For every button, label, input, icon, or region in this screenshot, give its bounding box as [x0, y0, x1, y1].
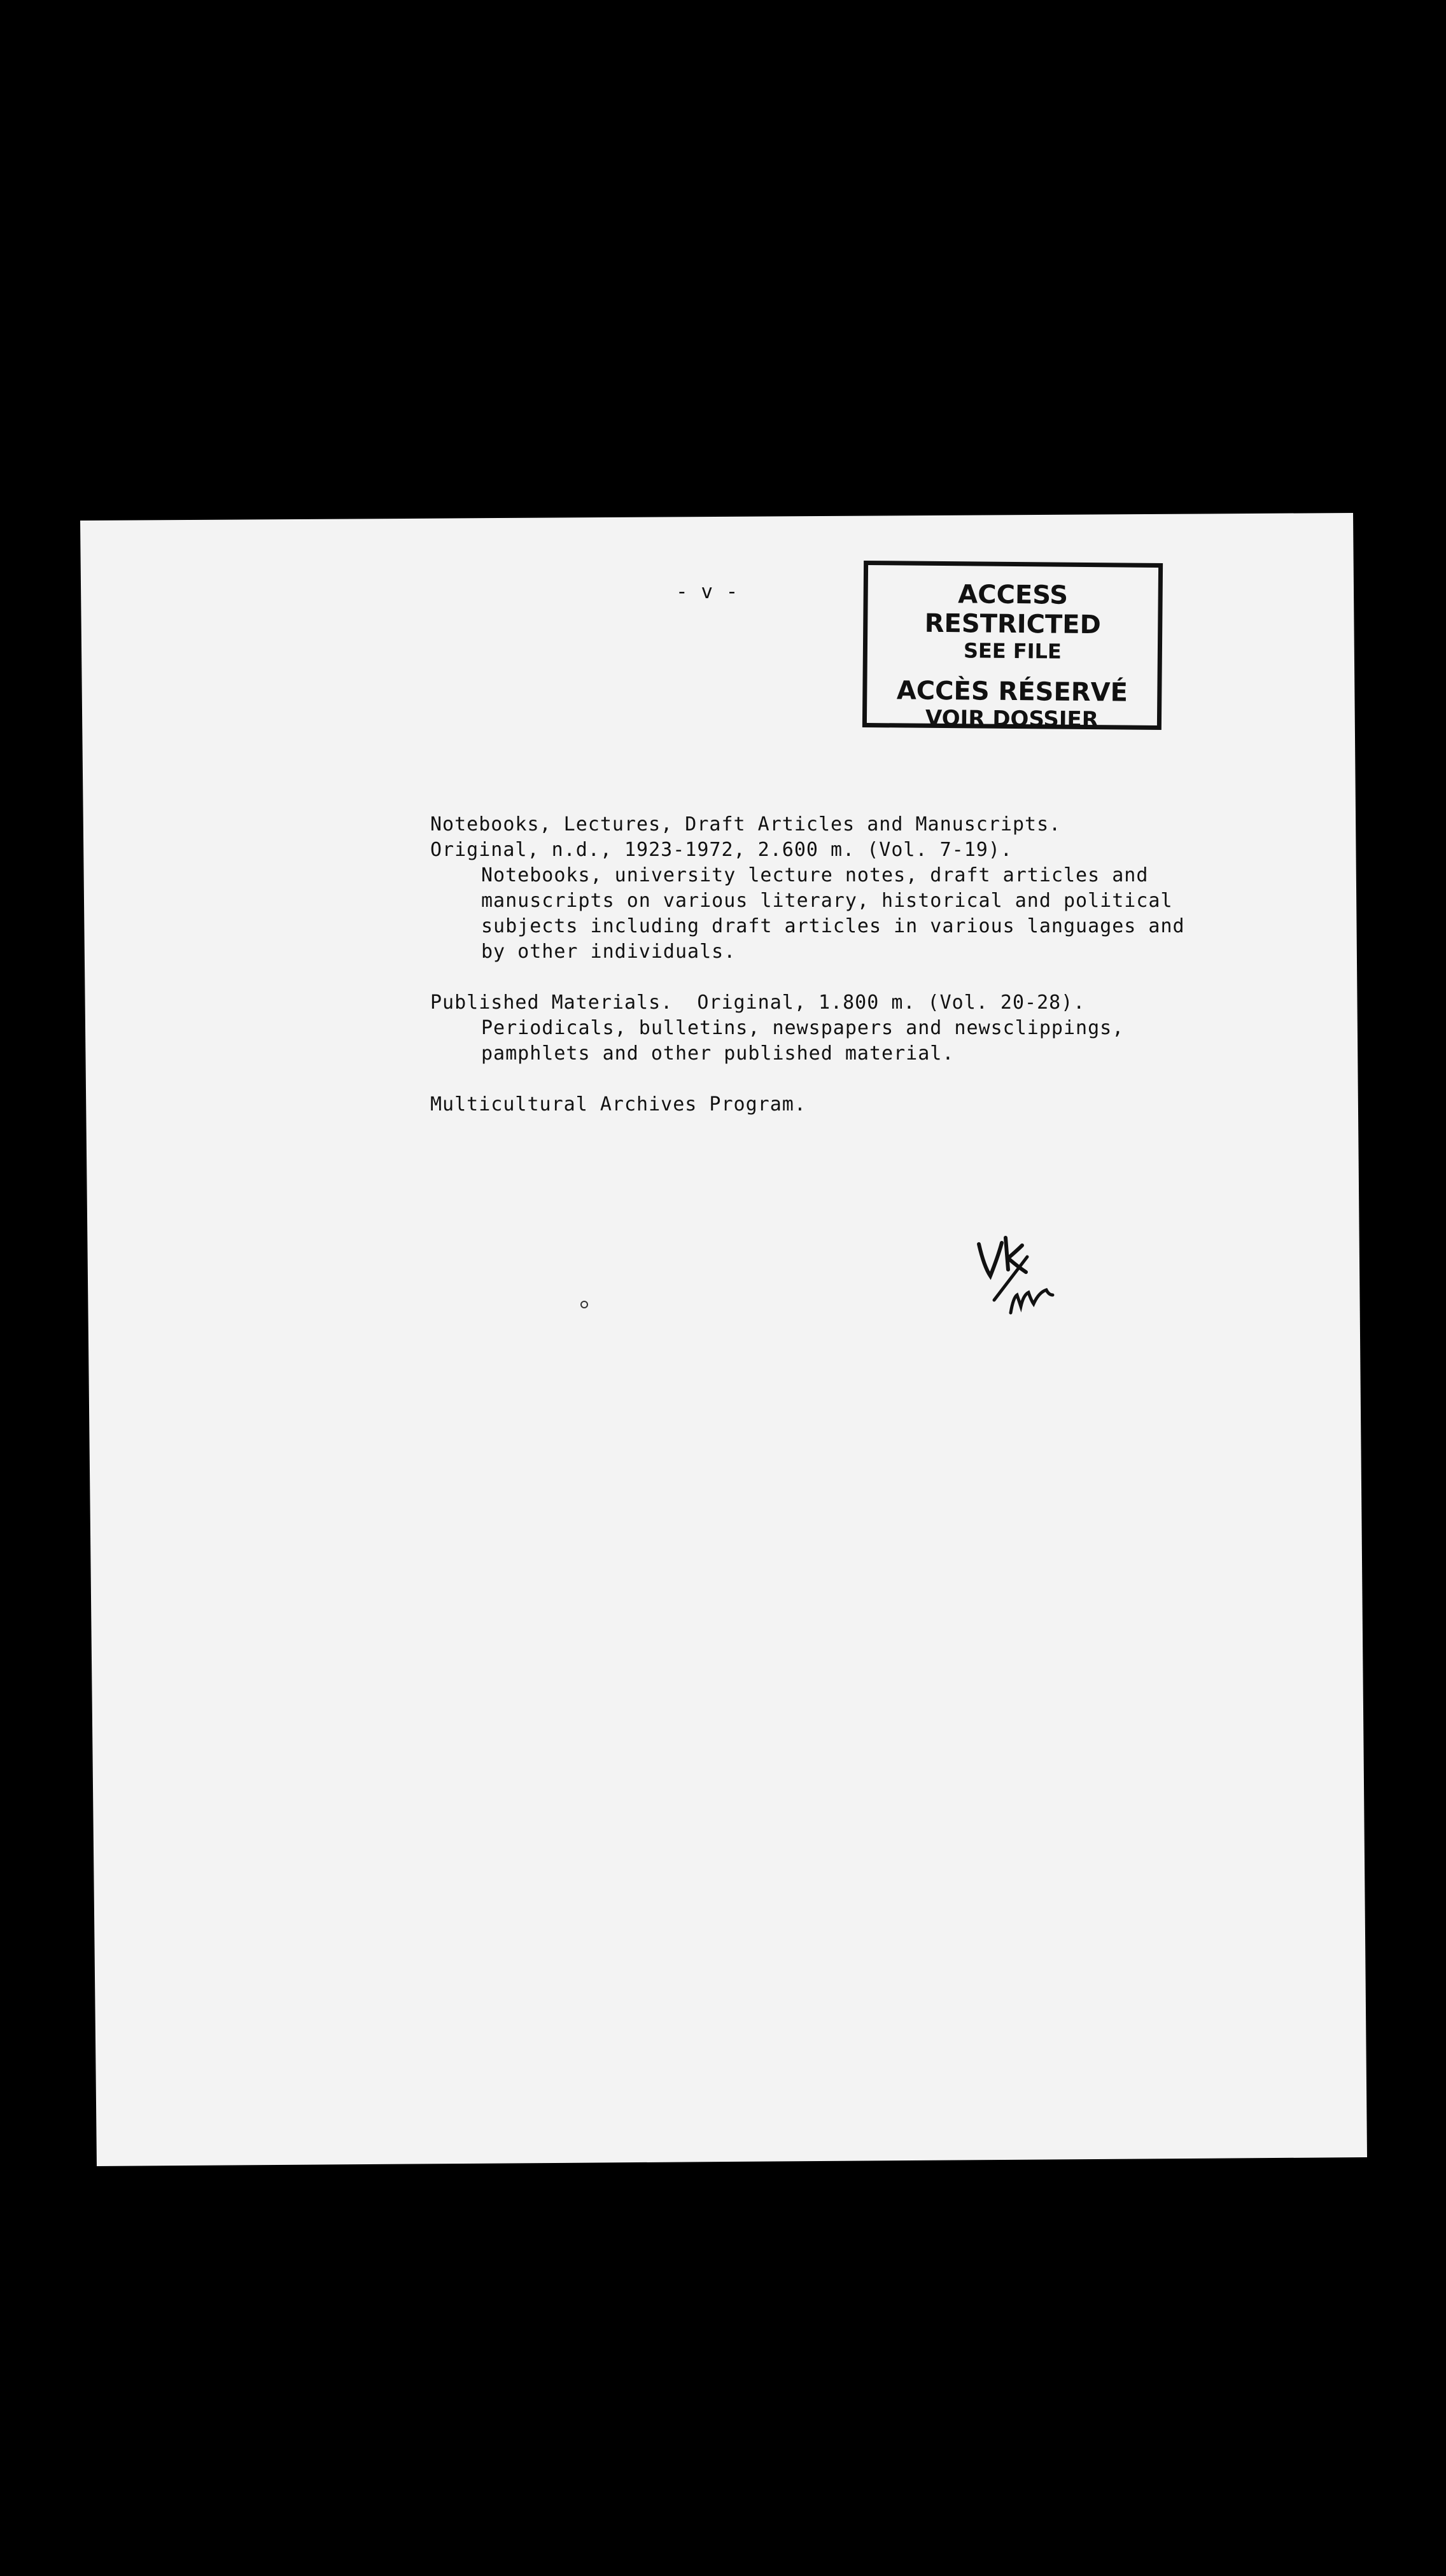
section-notebooks — [430, 812, 1258, 965]
document-body — [430, 812, 1258, 1117]
page-number: - v - — [676, 580, 739, 603]
paper-speck — [580, 1301, 588, 1308]
stamp-line-3: ACCÈS RÉSERVÉ — [896, 676, 1128, 708]
section-description: Periodicals, bulletins, newspapers and newsclippings, — [481, 1017, 1125, 1039]
section-published — [430, 990, 1258, 1067]
spacer — [430, 1067, 1258, 1092]
section-heading: Notebooks, Lectures, Draft Articles and Manuscripts. — [430, 813, 1062, 836]
section-program — [430, 1092, 1258, 1117]
stamp-line-4: VOIR DOSSIER — [925, 705, 1099, 733]
section-description: pamphlets and other published material. — [481, 1042, 955, 1065]
section-extent: Original, n.d., 1923-1972, 2.600 m. (Vol. 7-19). — [430, 839, 1013, 861]
stamp-line-1: ACCESS RESTRICTED — [924, 580, 1102, 640]
section-heading: Multicultural Archives Program. — [430, 1093, 806, 1116]
access-restricted-stamp — [862, 561, 1163, 733]
section-description: manuscripts on various literary, historical and political — [481, 890, 1173, 912]
section-heading: Published Materials. Original, 1.800 m. (Vol. 20-28). — [430, 991, 1086, 1014]
stamp-line-2: SEE FILE — [963, 638, 1062, 664]
spacer — [430, 965, 1258, 990]
section-description: by other individuals. — [481, 941, 736, 963]
section-description: Notebooks, university lecture notes, draft articles and — [481, 864, 1149, 886]
handwritten-initials-signature — [972, 1231, 1062, 1320]
section-description: subjects including draft articles in various languages and — [481, 915, 1185, 937]
